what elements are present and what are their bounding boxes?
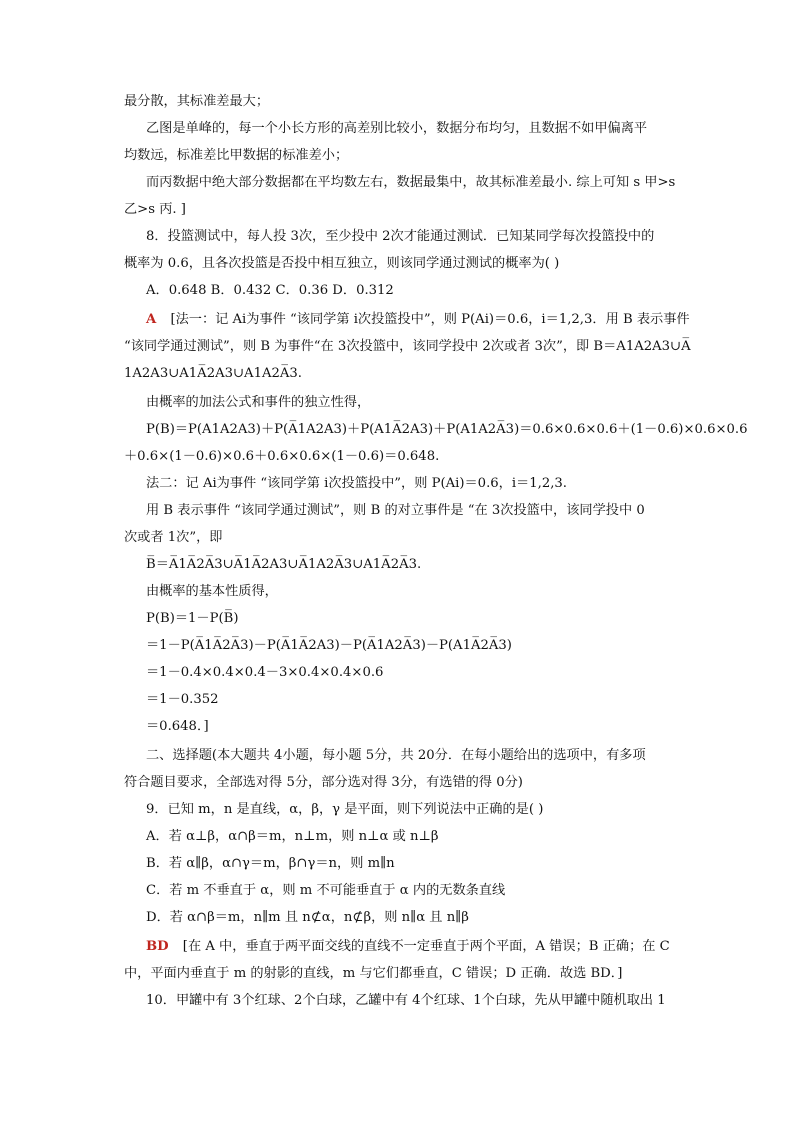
solution-text: 次或者 1次”，即 (124, 530, 223, 545)
question-9-option-d: D．若 α∩β＝m，n∥m 且 n⊄α，n⊄β，则 n∥α 且 n∥β (146, 910, 469, 925)
formula-line: ＝1－P(A̅1A̅2A̅3)－P(A̅1A̅2A3)－P(A̅1A2A̅3)－P(A1A̅2A̅3) (146, 638, 512, 653)
answer-label-9 (146, 940, 670, 953)
section-heading: 符合题目要求，全部选对得 5分，部分选对得 3分，有选错的得 0分) (124, 775, 523, 790)
question-8-options: A．0.648 B．0.432 C．0.36 D．0.312 (146, 283, 394, 298)
solution-text: [在 A 中，垂直于两平面交线的直线不一定垂直于两个平面，A 错误；B 正确；在 C (182, 939, 670, 954)
question-8-stem: 8．投篮测试中，每人投 3次，至少投中 2次才能通过测试．已知某同学每次投篮投中的 (146, 229, 655, 244)
text-line: 最分散，其标准差最大； (124, 94, 270, 109)
text-line: 乙>s 丙. ] (124, 202, 186, 217)
solution-text: 由概率的加法公式和事件的独立性得， (146, 395, 371, 410)
solution-text: 1A2A3∪A1A̅2A3∪A1A2A̅3. (124, 366, 302, 381)
solution-text: “该同学通过测试”，则 B 为事件“在 3次投篮中，该同学投中 2次或者 3次”，即 B＝A1A2A3∪A̅ (124, 339, 691, 354)
answer-letters: BD (146, 939, 169, 954)
solution-text: 用 B 表示事件 “该同学通过测试”，则 B 的对立事件是 “在 3次投篮中，该同学投中 0 (146, 503, 645, 518)
question-9-option-c: C．若 m 不垂直于 α，则 m 不可能垂直于 α 内的无数条直线 (146, 883, 506, 898)
formula-line: ＝1－0.4×0.4×0.4－3×0.4×0.4×0.6 (146, 665, 384, 680)
solution-text: 中，平面内垂直于 m 的射影的直线，m 与它们都垂直，C 错误；D 正确．故选 BD．] (124, 966, 623, 981)
formula-line: ＝1－0.352 (146, 692, 219, 707)
question-9-option-a: A．若 α⊥β，α∩β＝m，n⊥m，则 n⊥α 或 n⊥β (146, 829, 439, 844)
solution-text: [法一：记 Ai为事件 “该同学第 i次投篮投中”，则 P(Ai)＝0.6，i＝1,2,3．用 B 表示事件 (170, 312, 690, 327)
solution-text: 法二：记 Ai为事件 “该同学第 i次投篮投中”，则 P(Ai)＝0.6，i＝1,2,3. (146, 476, 567, 491)
answer-letter: A (146, 312, 157, 327)
solution-text: 由概率的基本性质得， (146, 584, 278, 599)
answer-label-8 (146, 313, 690, 326)
formula-line: P(B)＝1－P(B̅) (146, 611, 239, 626)
text-line: 而丙数据中绝大部分数据都在平均数左右，数据最集中，故其标准差最小. 综上可知 s 甲>s (146, 175, 676, 190)
text-line: 乙图是单峰的，每一个小长方形的高差别比较小，数据分布均匀，且数据不如甲偏离平 (146, 121, 648, 136)
question-8-stem: 概率为 0.6，且各次投篮是否投中相互独立，则该同学通过测试的概率为( ) (124, 256, 560, 271)
formula-line: P(B)＝P(A1A2A3)＋P(A̅1A2A3)＋P(A1A̅2A3)＋P(A1A2A̅3)＝0.6×0.6×0.6＋(1－0.6)×0.6×0.6 (146, 422, 748, 437)
formula-line: B̅＝A̅1A̅2A̅3∪A̅1A̅2A3∪A̅1A2A̅3∪A1A̅2A̅3. (146, 557, 422, 572)
question-10-stem: 10．甲罐中有 3个红球、2个白球，乙罐中有 4个红球、1个白球，先从甲罐中随机取出 1 (146, 993, 666, 1008)
question-9-stem: 9．已知 m，n 是直线，α，β，γ 是平面，则下列说法中正确的是( ) (146, 802, 544, 817)
text-line: 均数远，标准差比甲数据的标准差小； (124, 148, 349, 163)
formula-line: ＝0.648．] (146, 719, 209, 734)
question-9-option-b: B．若 α∥β，α∩γ＝m，β∩γ＝n，则 m∥n (146, 856, 395, 871)
formula-line: ＋0.6×(1－0.6)×0.6＋0.6×0.6×(1－0.6)＝0.648. (124, 449, 440, 464)
section-heading: 二、选择题(本大题共 4小题，每小题 5分，共 20分．在每小题给出的选项中，有多项 (146, 748, 646, 763)
